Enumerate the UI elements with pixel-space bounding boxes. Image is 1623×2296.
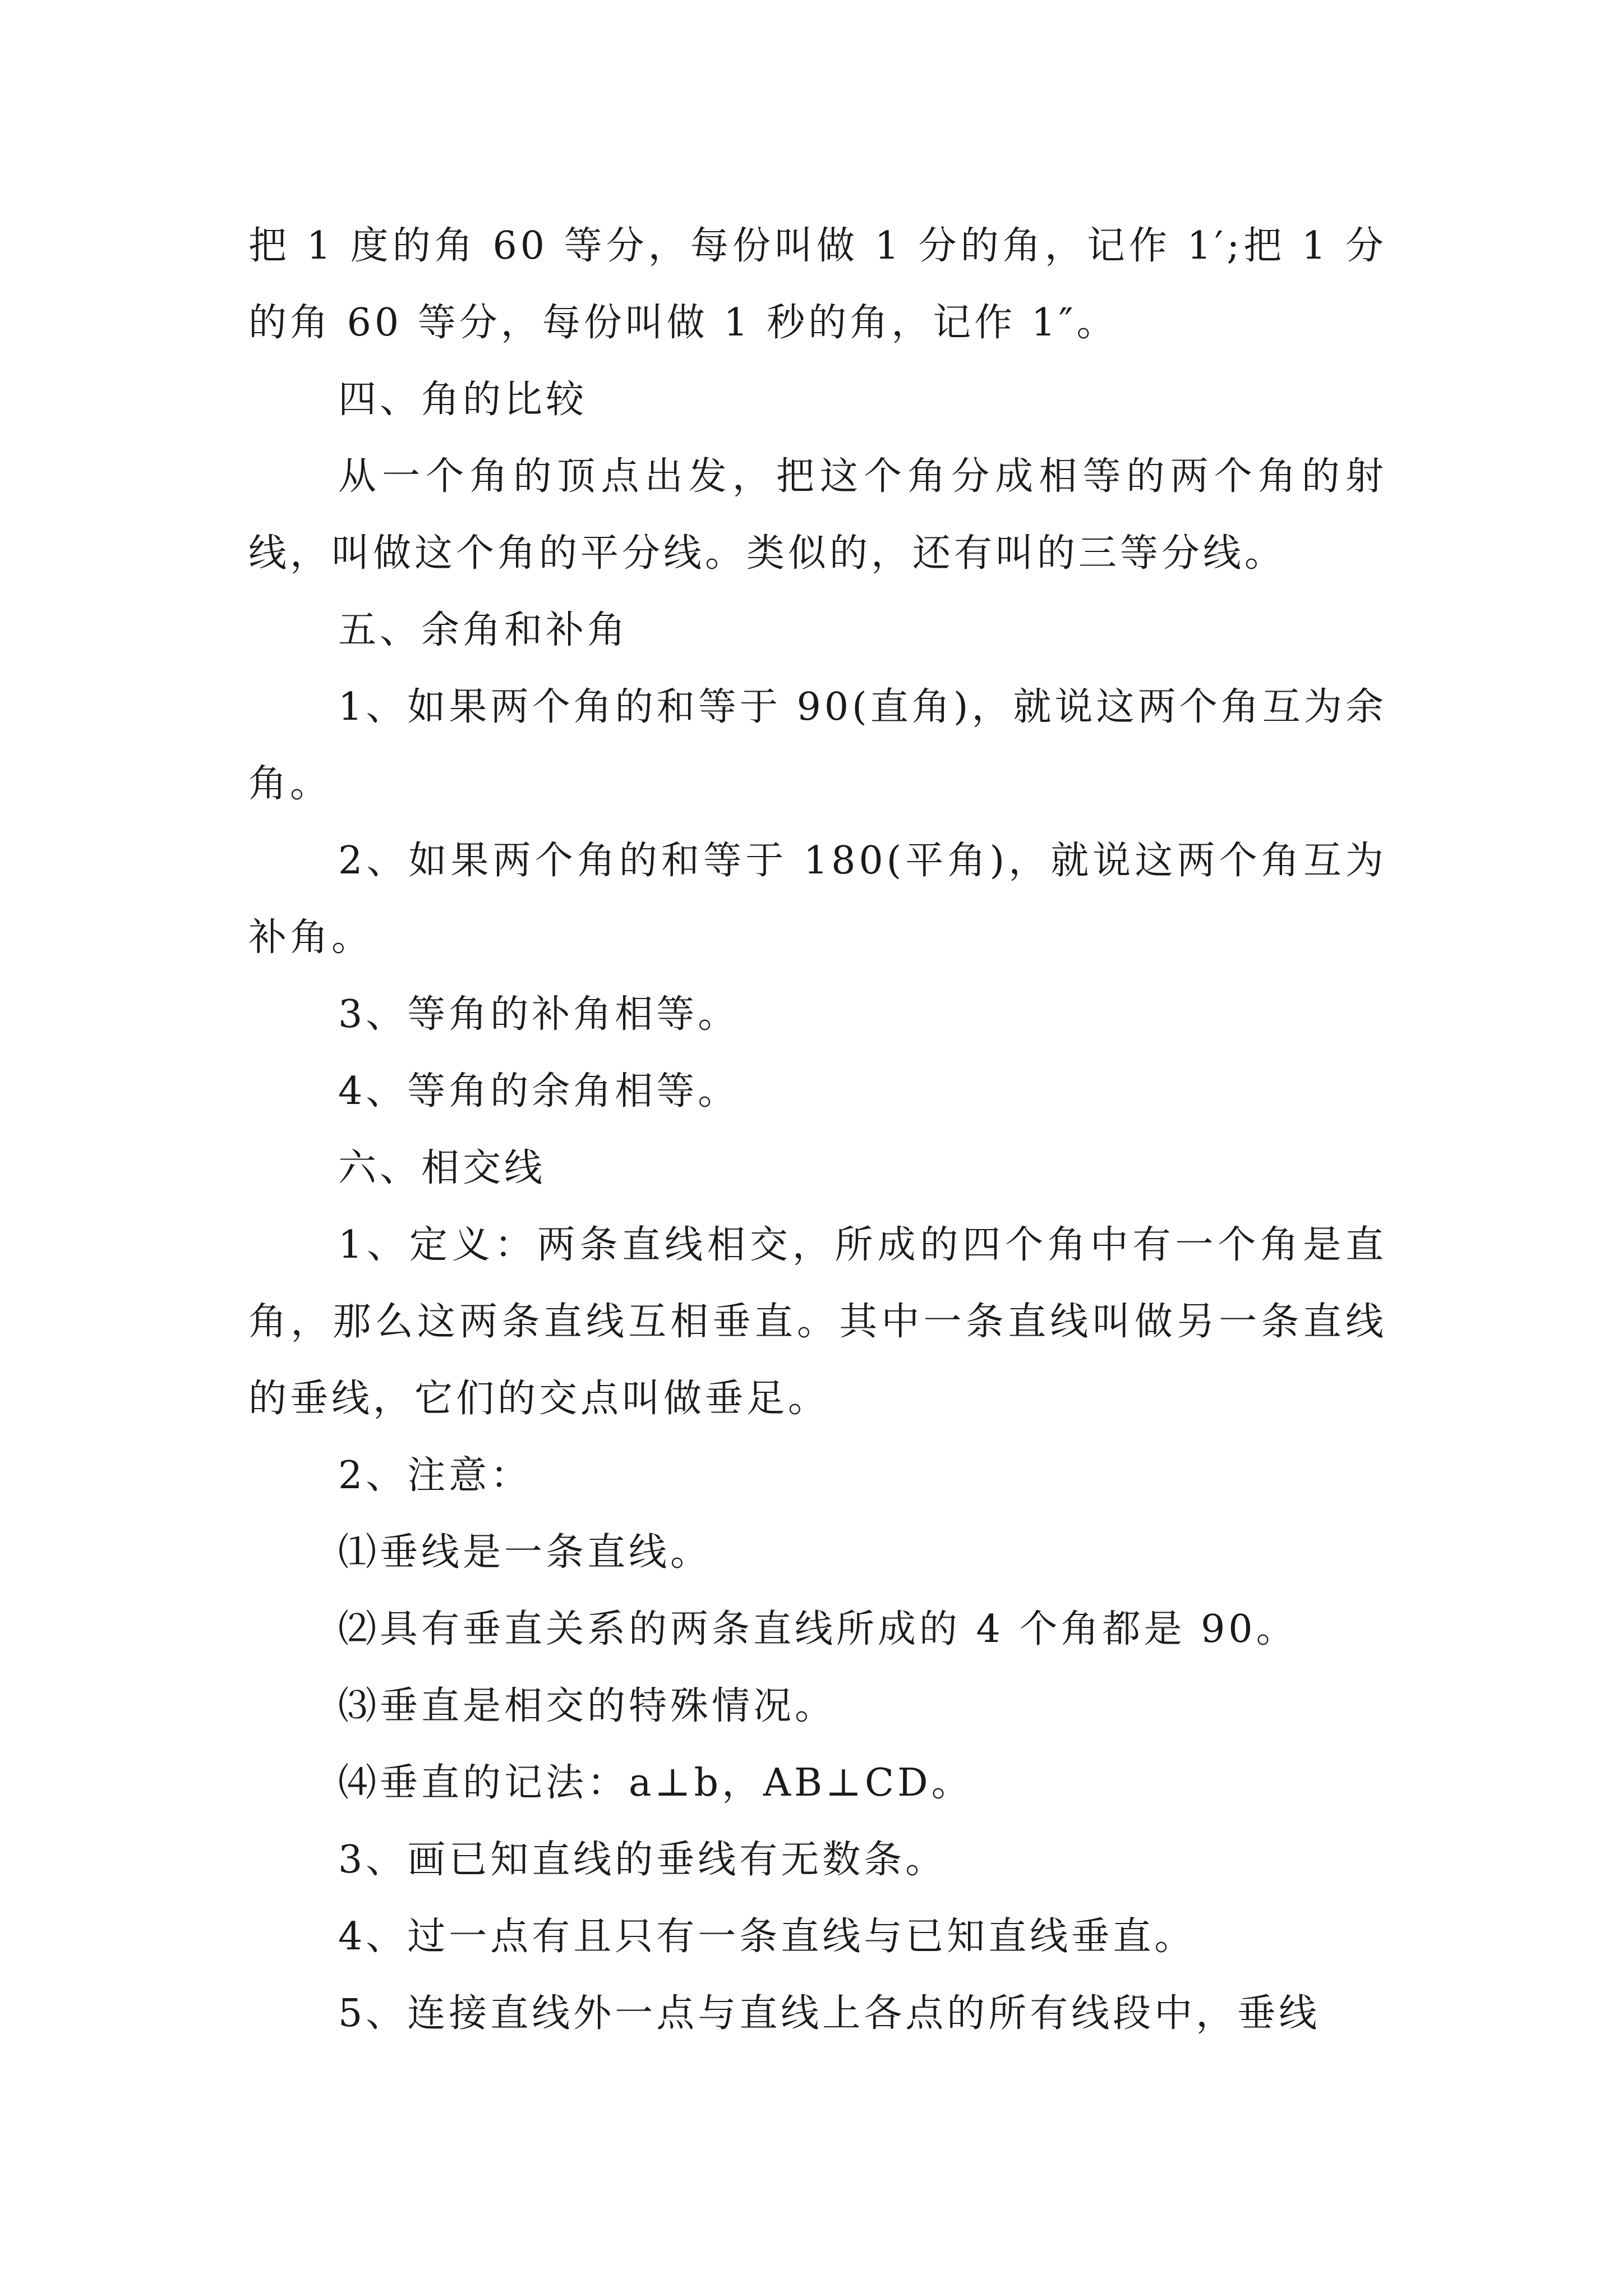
paragraph-equal-complements: 4、等角的余角相等。 <box>338 1069 740 1114</box>
paragraph-note-2: ⑵具有垂直关系的两条直线所成的 4 个角都是 90。 <box>338 1607 1298 1651</box>
section-heading-angle-comparison: 四、角的比较 <box>338 378 588 422</box>
section-heading-intersecting-lines: 六、相交线 <box>338 1146 546 1190</box>
paragraph-note-4: ⑷垂直的记法：a⊥b，AB⊥CD。 <box>338 1761 973 1805</box>
paragraph-complementary-definition: 1、如果两个角的和等于 90(直角)，就说这两个角互为余角。 <box>248 685 1387 806</box>
paragraph-unique-perpendicular: 4、过一点有且只有一条直线与已知直线垂直。 <box>338 1915 1196 1959</box>
paragraph-infinite-perpendiculars: 3、画已知直线的垂线有无数条。 <box>338 1838 947 1882</box>
paragraph-supplementary-definition: 2、如果两个角的和等于 180(平角)，就说这两个角互为补角。 <box>248 839 1387 960</box>
paragraph-notes-heading: 2、注意： <box>338 1453 532 1498</box>
paragraph-shortest-segment: 5、连接直线外一点与直线上各点的所有线段中，垂线 <box>338 1991 1321 2036</box>
paragraph-angle-bisector: 从一个角的顶点出发，把这个角分成相等的两个角的射线，叫做这个角的平分线。类似的，还有叫的三等分线。 <box>248 454 1387 576</box>
paragraph-perpendicular-definition: 1、定义：两条直线相交，所成的四个角中有一个角是直角，那么这两条直线互相垂直。其中一条直线叫做另一条直线的垂线，它们的交点叫做垂足。 <box>248 1223 1387 1421</box>
paragraph-degree-minute-second: 把 1 度的角 60 等分，每份叫做 1 分的角，记作 1′;把 1 分的角 60 等分，每份叫做 1 秒的角，记作 1″。 <box>248 224 1387 345</box>
paragraph-note-1: ⑴垂线是一条直线。 <box>338 1530 712 1575</box>
paragraph-equal-supplements: 3、等角的补角相等。 <box>338 992 740 1037</box>
section-heading-complementary-supplementary: 五、余角和补角 <box>338 608 629 652</box>
paragraph-note-3: ⑶垂直是相交的特殊情况。 <box>338 1684 837 1728</box>
document-body <box>248 208 1387 2052</box>
